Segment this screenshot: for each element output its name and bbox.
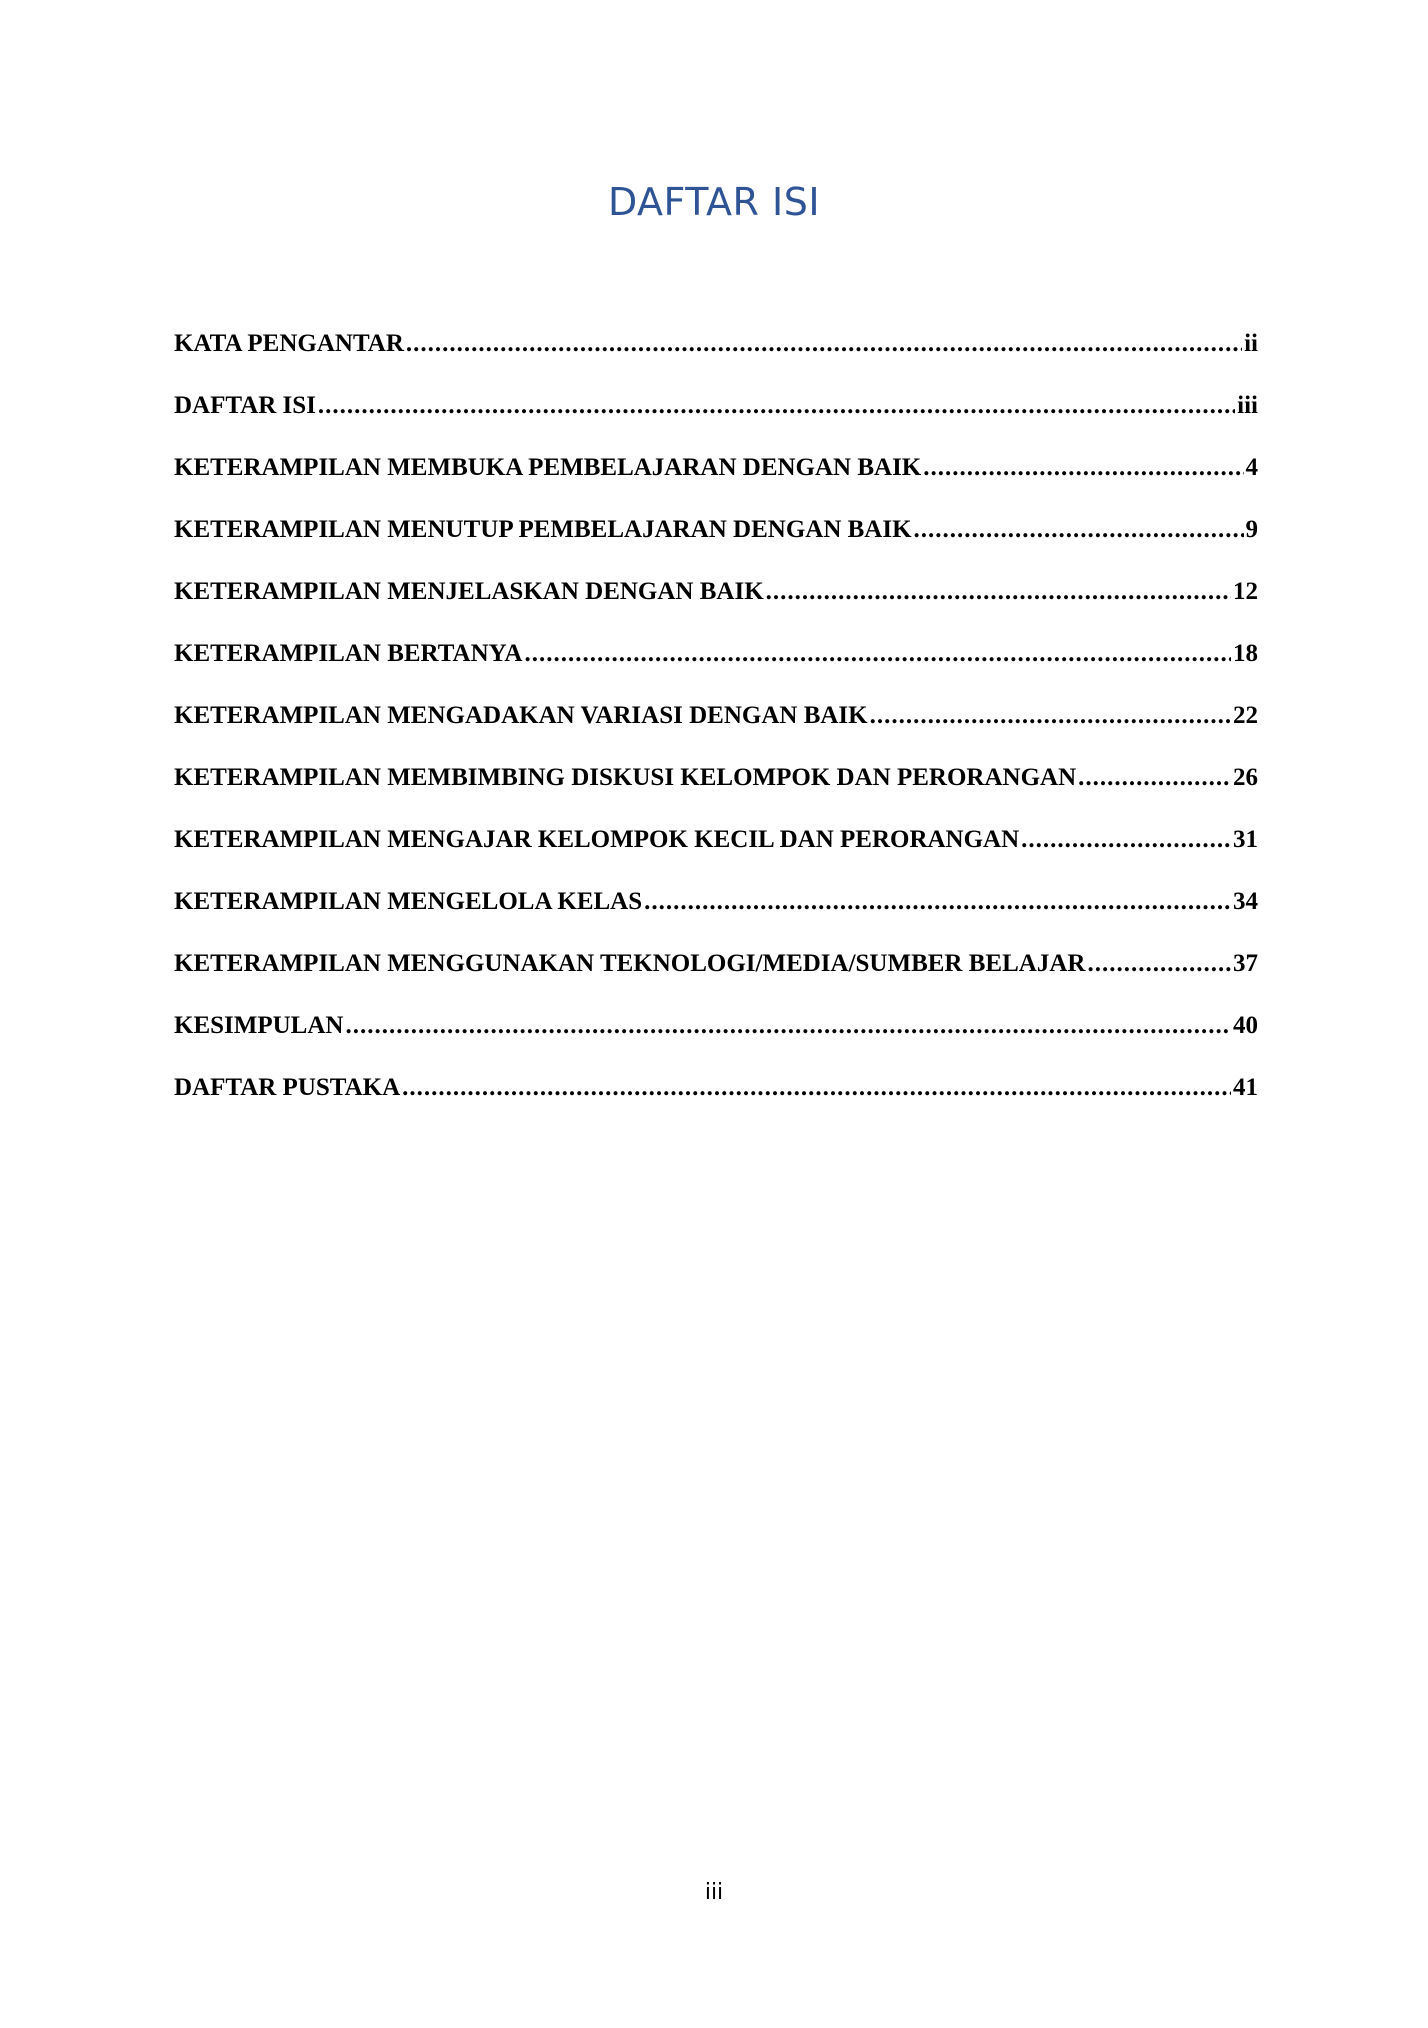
toc-entry-label: KETERAMPILAN MENGGUNAKAN TEKNOLOGI/MEDIA/SUMBER BELAJAR [174, 950, 1086, 977]
toc-dot-leader [402, 1074, 1231, 1102]
toc-entry-label: KETERAMPILAN MENGELOLA KELAS [174, 888, 643, 915]
toc-entry-menutup-pembelajaran[interactable] [174, 516, 1258, 578]
toc-entry-label: KETERAMPILAN MENGADAKAN VARIASI DENGAN BAIK [174, 702, 868, 729]
toc-entry-label: KETERAMPILAN MENJELASKAN DENGAN BAIK [174, 578, 764, 605]
toc-entry-label: KETERAMPILAN BERTANYA [174, 640, 523, 667]
toc-dot-leader [406, 330, 1242, 358]
toc-entry-menggunakan-teknologi[interactable] [174, 950, 1258, 1012]
toc-entry-kesimpulan[interactable] [174, 1012, 1258, 1074]
toc-entry-label: KETERAMPILAN MENGAJAR KELOMPOK KECIL DAN PERORANGAN [174, 826, 1020, 853]
toc-dot-leader [766, 578, 1231, 606]
toc-entry-label: KETERAMPILAN MEMBIMBING DISKUSI KELOMPOK DAN PERORANGAN [174, 764, 1077, 791]
toc-entry-mengadakan-variasi[interactable] [174, 702, 1258, 764]
toc-entry-label: DAFTAR PUSTAKA [174, 1074, 401, 1101]
toc-dot-leader [524, 640, 1231, 668]
toc-dot-leader [914, 516, 1244, 544]
table-of-contents [174, 330, 1258, 1136]
toc-entry-label: KETERAMPILAN MEMBUKA PEMBELAJARAN DENGAN BAIK [174, 454, 922, 481]
toc-dot-leader [318, 392, 1235, 420]
toc-dot-leader [1078, 764, 1231, 792]
toc-entry-label: DAFTAR ISI [174, 392, 316, 419]
toc-entry-page: ii [1244, 330, 1258, 357]
toc-dot-leader [644, 888, 1231, 916]
toc-entry-label: KETERAMPILAN MENUTUP PEMBELAJARAN DENGAN BAIK [174, 516, 912, 543]
toc-entry-page: 9 [1245, 516, 1258, 543]
toc-entry-label: KATA PENGANTAR [174, 330, 404, 357]
page-title: DAFTAR ISI [607, 180, 821, 224]
toc-entry-page: 18 [1233, 640, 1258, 667]
toc-dot-leader [923, 454, 1243, 482]
toc-entry-daftar-isi[interactable] [174, 392, 1258, 454]
toc-entry-kata-pengantar[interactable] [174, 330, 1258, 392]
toc-entry-page: 31 [1233, 826, 1258, 853]
toc-entry-menjelaskan[interactable] [174, 578, 1258, 640]
toc-dot-leader [1087, 950, 1231, 978]
toc-dot-leader [345, 1012, 1231, 1040]
toc-entry-page: 34 [1233, 888, 1258, 915]
toc-entry-daftar-pustaka[interactable] [174, 1074, 1258, 1136]
toc-entry-page: 12 [1233, 578, 1258, 605]
toc-entry-page: iii [1237, 392, 1258, 419]
toc-dot-leader [870, 702, 1231, 730]
toc-entry-mengajar-kelompok[interactable] [174, 826, 1258, 888]
toc-entry-mengelola-kelas[interactable] [174, 888, 1258, 950]
page-number: iii [704, 1880, 724, 1905]
toc-entry-page: 26 [1233, 764, 1258, 791]
toc-entry-page: 37 [1233, 950, 1258, 977]
toc-entry-bertanya[interactable] [174, 640, 1258, 702]
toc-entry-page: 40 [1233, 1012, 1258, 1039]
toc-entry-page: 22 [1233, 702, 1258, 729]
toc-dot-leader [1021, 826, 1231, 854]
toc-entry-membimbing-diskusi[interactable] [174, 764, 1258, 826]
toc-entry-membuka-pembelajaran[interactable] [174, 454, 1258, 516]
toc-entry-page: 41 [1233, 1074, 1258, 1101]
toc-entry-page: 4 [1245, 454, 1258, 481]
toc-entry-label: KESIMPULAN [174, 1012, 344, 1039]
